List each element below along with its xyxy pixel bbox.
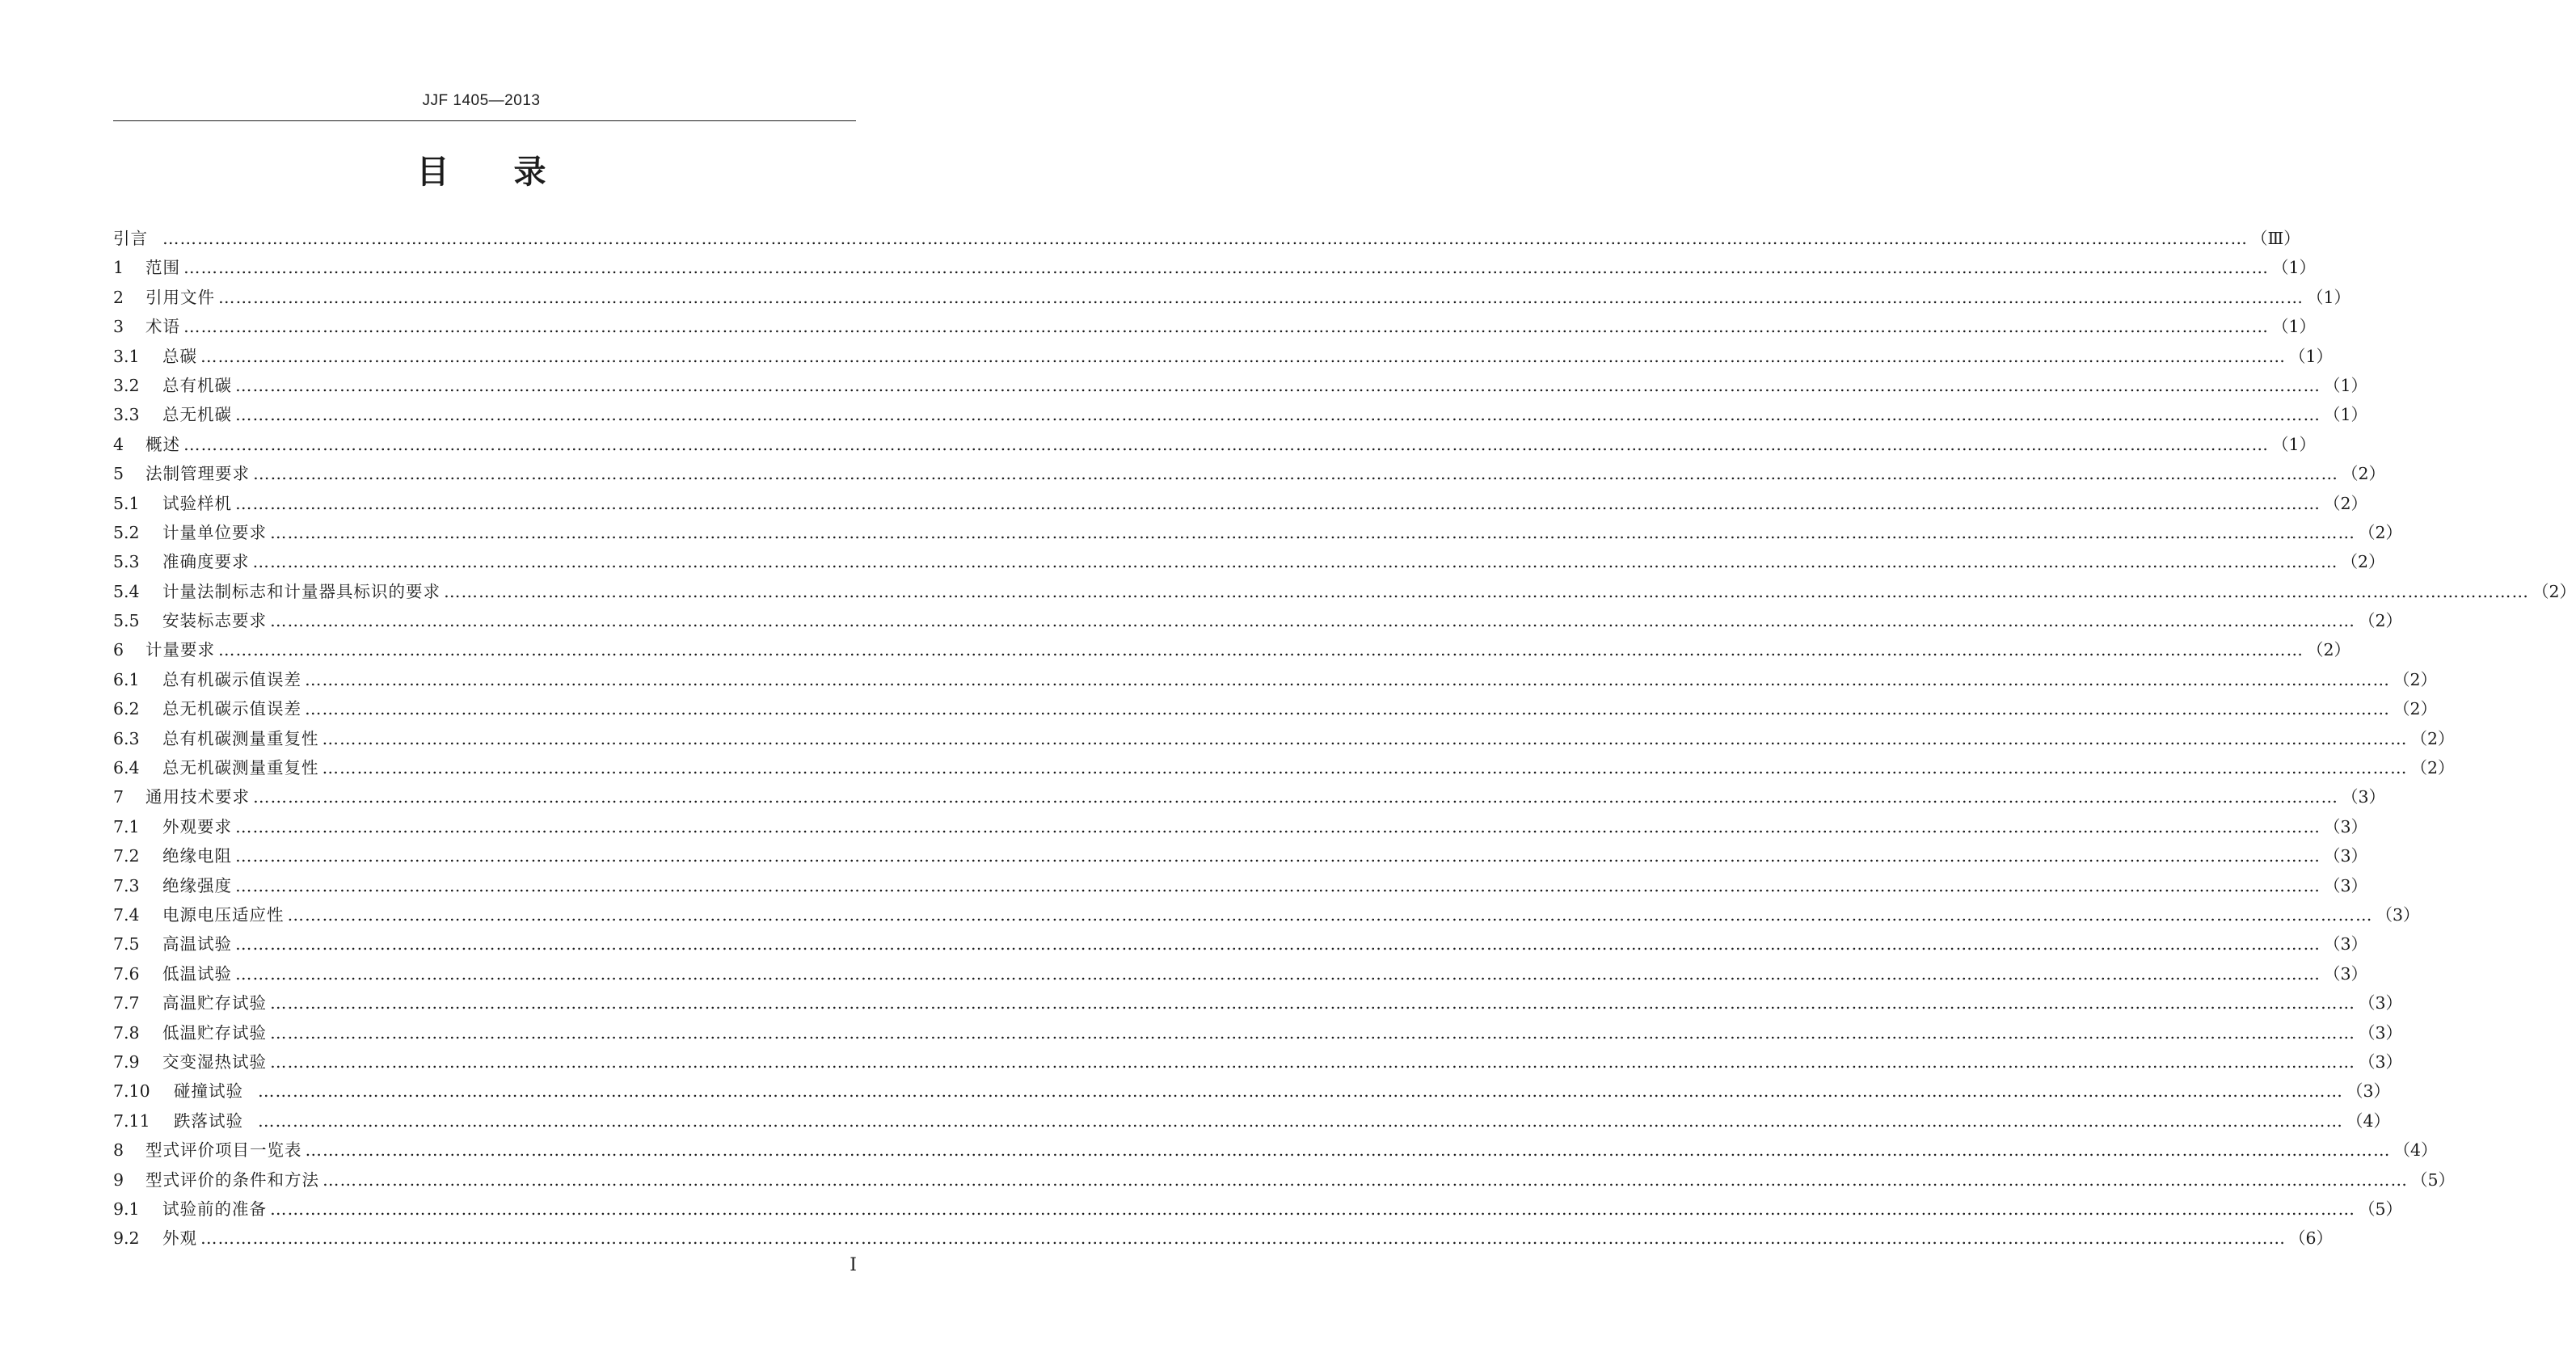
toc-dot-leader: ……………………………………………………………………………………………………………………………………………………………………………………………………………………………………………………………………………………………………………………………… (235, 816, 2321, 836)
toc-title: 外观要求 (162, 816, 232, 836)
toc-number: 9.1 (113, 1199, 140, 1219)
toc-number: 5.4 (113, 581, 140, 601)
toc-number: 7.1 (113, 816, 140, 836)
toc-entry[interactable] (113, 430, 2317, 459)
toc-number: 2 (113, 287, 124, 307)
toc-entry[interactable] (113, 577, 2576, 606)
toc-entry[interactable] (113, 518, 2403, 547)
toc-dot-leader: ……………………………………………………………………………………………………………………………………………………………………………………………………………………………………………………………………………………………………………………………… (183, 434, 2269, 454)
toc-dot-leader: ……………………………………………………………………………………………………………………………………………………………………………………………………………………………………………………………………………………………………………………………… (444, 581, 2529, 601)
toc-entry[interactable] (113, 283, 2351, 312)
toc-dot-leader: ……………………………………………………………………………………………………………………………………………………………………………………………………………………………………………………………………………………………………………………………… (270, 611, 2355, 631)
toc-title: 碰撞试验 (174, 1081, 243, 1102)
toc-page-number: （3） (2324, 934, 2368, 954)
toc-entry[interactable] (113, 1018, 2403, 1047)
toc-entry[interactable] (113, 635, 2351, 664)
page-title: 目 录 (416, 154, 546, 191)
toc-entry[interactable] (113, 900, 2420, 929)
toc-entry[interactable] (113, 782, 2386, 811)
toc-title: 概述 (145, 434, 180, 454)
toc-page-number: （3） (2359, 993, 2403, 1013)
toc-page-number: （2） (2393, 699, 2438, 719)
toc-title: 范围 (145, 258, 180, 278)
toc-number: 3 (113, 317, 124, 337)
toc-title: 法制管理要求 (145, 464, 250, 484)
toc-page-number: （5） (2359, 1199, 2403, 1219)
toc-entry[interactable] (113, 724, 2455, 753)
toc-title: 术语 (145, 317, 180, 337)
toc-title: 计量法制标志和计量器具标识的要求 (162, 581, 441, 601)
toc-dot-leader: ……………………………………………………………………………………………………………………………………………………………………………………………………………………………………………………………………………………………………………………………… (200, 346, 2286, 366)
toc-dot-leader: ……………………………………………………………………………………………………………………………………………………………………………………………………………………………………………………………………………………………………………………………… (253, 787, 2338, 807)
toc-dot-leader: ……………………………………………………………………………………………………………………………………………………………………………………………………………………………………………………………………………………………………………………………… (305, 699, 2390, 719)
toc-number: 8 (113, 1140, 124, 1161)
toc-page-number: （2） (2324, 493, 2368, 513)
toc-entry[interactable] (113, 606, 2403, 635)
header-rule (113, 120, 856, 121)
toc-entry[interactable] (113, 841, 2368, 870)
toc-title: 总无机碳测量重复性 (162, 758, 319, 778)
toc-title: 电源电压适应性 (162, 904, 285, 925)
toc-dot-leader: ……………………………………………………………………………………………………………………………………………………………………………………………………………………………………………………………………………………………………………………………… (235, 934, 2321, 954)
toc-dot-leader: ……………………………………………………………………………………………………………………………………………………………………………………………………………………………………………………………………………………………………………………………… (218, 287, 2304, 307)
toc-title: 总无机碳 (162, 405, 232, 425)
toc-number: 7.6 (113, 963, 140, 984)
toc-title: 安装标志要求 (162, 611, 267, 631)
toc-page-number: （3） (2324, 963, 2368, 984)
toc-page-number: （Ⅲ） (2251, 229, 2300, 248)
toc-page-number: （3） (2359, 1022, 2403, 1043)
toc-title: 总无机碳示值误差 (162, 699, 301, 719)
toc-dot-leader: ……………………………………………………………………………………………………………………………………………………………………………………………………………………………………………………………………………………………………………………………… (305, 1140, 2391, 1161)
toc-page-number: （2） (2410, 758, 2455, 778)
toc-number: 7.8 (113, 1022, 140, 1043)
toc-entry[interactable] (113, 342, 2334, 371)
toc-page-number: （3） (2324, 846, 2368, 866)
toc-number: 1 (113, 258, 124, 278)
toc-number: 3.2 (113, 375, 140, 395)
toc-dot-leader: ……………………………………………………………………………………………………………………………………………………………………………………………………………………………………………………………………………………………………………………………… (235, 963, 2321, 984)
toc-title: 计量要求 (145, 640, 215, 660)
toc-number: 7 (113, 787, 124, 807)
toc-number: 6.3 (113, 728, 140, 748)
toc-entry[interactable] (113, 1077, 2391, 1106)
toc-title: 高温试验 (162, 934, 232, 954)
toc-page-number: （1） (2272, 258, 2317, 278)
toc-number: 7.10 (113, 1081, 150, 1102)
toc-page-number: （3） (2359, 1051, 2403, 1072)
toc-entry-foreword[interactable] (113, 224, 2300, 253)
toc-page-number: （1） (2324, 375, 2368, 395)
toc-page-number: （5） (2411, 1169, 2456, 1190)
toc-title: 低温贮存试验 (162, 1022, 267, 1043)
toc-title: 引言 (113, 229, 148, 248)
toc-number: 3.3 (113, 405, 140, 425)
toc-dot-leader: ……………………………………………………………………………………………………………………………………………………………………………………………………………………………………………………………………………………………………………………………… (270, 1199, 2355, 1219)
toc-title: 总有机碳示值误差 (162, 669, 301, 689)
toc-page-number: （1） (2272, 434, 2317, 454)
toc-entry[interactable] (113, 459, 2386, 488)
toc-number: 5 (113, 464, 124, 484)
toc-number: 5.3 (113, 552, 140, 572)
toc-title: 总有机碳 (162, 375, 232, 395)
toc-number: 5.5 (113, 611, 140, 631)
toc-entry[interactable] (113, 988, 2403, 1018)
toc-page-number: （1） (2272, 317, 2317, 337)
toc-page-number: （2） (2341, 552, 2385, 572)
toc-entry[interactable] (113, 1106, 2391, 1136)
toc-title: 低温试验 (162, 963, 232, 984)
toc-number: 7.5 (113, 934, 140, 954)
toc-number: 6 (113, 640, 124, 660)
toc-number: 7.9 (113, 1051, 140, 1072)
toc-dot-leader: ……………………………………………………………………………………………………………………………………………………………………………………………………………………………………………………………………………………………………………………………… (287, 904, 2373, 925)
toc-entry[interactable] (113, 312, 2317, 341)
toc-entry[interactable] (113, 489, 2368, 518)
toc-dot-leader: ……………………………………………………………………………………………………………………………………………………………………………………………………………………………………………………………………………………………………………………………… (322, 758, 2408, 778)
toc-page-number: （3） (2342, 787, 2386, 807)
toc-page-number: （2） (2359, 522, 2403, 542)
toc-page-number: （2） (2359, 611, 2403, 631)
toc-dot-leader: ……………………………………………………………………………………………………………………………………………………………………………………………………………………………………………………………………………………………………………………………… (253, 464, 2338, 484)
toc-entry[interactable] (113, 665, 2438, 694)
toc-dot-leader: ……………………………………………………………………………………………………………………………………………………………………………………………………………………………………………………………………………………………………………………………… (200, 1228, 2286, 1249)
toc-dot-leader: ……………………………………………………………………………………………………………………………………………………………………………………………………………………………………………………………………………………………………………………………… (235, 405, 2321, 425)
toc-number: 6.2 (113, 699, 140, 719)
toc-entry[interactable] (113, 1195, 2403, 1224)
toc-title: 总碳 (162, 346, 197, 366)
toc-dot-leader: ……………………………………………………………………………………………………………………………………………………………………………………………………………………………………………………………………………………………………………………………… (270, 993, 2355, 1013)
toc-dot-leader: ……………………………………………………………………………………………………………………………………………………………………………………………………………………………………………………………………………………………………………………………… (235, 846, 2321, 866)
standard-number-header: JJF 1405—2013 (422, 92, 541, 109)
toc-page-number: （2） (2532, 581, 2576, 601)
toc-entry[interactable] (113, 1165, 2456, 1195)
toc-number: 6.1 (113, 669, 140, 689)
toc-number: 4 (113, 434, 124, 454)
toc-entry[interactable] (113, 812, 2368, 841)
toc-title: 跌落试验 (174, 1110, 243, 1131)
toc-dot-leader: ……………………………………………………………………………………………………………………………………………………………………………………………………………………………………………………………………………………………………………………………… (270, 1051, 2355, 1072)
toc-page-number: （3） (2376, 904, 2420, 925)
toc-dot-leader: ……………………………………………………………………………………………………………………………………………………………………………………………………………………………………………………………………………………………………………………………… (218, 640, 2304, 660)
toc-dot-leader: ……………………………………………………………………………………………………………………………………………………………………………………………………………………………………………………………………………………………………………………………… (270, 1022, 2355, 1043)
toc-entry[interactable] (113, 400, 2368, 429)
toc-entry[interactable] (113, 371, 2368, 400)
toc-title: 交变湿热试验 (162, 1051, 267, 1072)
toc-number: 9.2 (113, 1228, 140, 1249)
toc-dot-leader: ……………………………………………………………………………………………………………………………………………………………………………………………………………………………………………………………………………………………………………………………… (183, 258, 2269, 278)
toc-number: 7.4 (113, 904, 140, 925)
toc-dot-leader: ……………………………………………………………………………………………………………………………………………………………………………………………………………………………………………………………………………………………………………………………… (235, 493, 2321, 513)
toc-title: 型式评价项目一览表 (145, 1140, 302, 1161)
toc-page-number: （4） (2346, 1110, 2391, 1131)
toc-page-number: （6） (2289, 1228, 2334, 1249)
toc-page-number: （2） (2410, 728, 2455, 748)
toc-page-number: （3） (2346, 1081, 2391, 1102)
toc-number: 7.7 (113, 993, 140, 1013)
toc-dot-leader: ……………………………………………………………………………………………………………………………………………………………………………………………………………………………………………………………………………………………………………………………… (258, 1110, 2343, 1131)
toc-page-number: （1） (2289, 346, 2334, 366)
toc-title: 引用文件 (145, 287, 215, 307)
toc-page-number: （1） (2307, 287, 2351, 307)
toc-page-number: （3） (2324, 875, 2368, 895)
toc-entry[interactable] (113, 1136, 2438, 1165)
toc-title: 外观 (162, 1228, 197, 1249)
toc-entry[interactable] (113, 1047, 2403, 1077)
toc-page-number: （1） (2324, 405, 2368, 425)
toc-entry[interactable] (113, 753, 2455, 782)
toc-title: 绝缘电阻 (162, 846, 232, 866)
toc-title: 计量单位要求 (162, 522, 267, 542)
toc-dot-leader: ……………………………………………………………………………………………………………………………………………………………………………………………………………………………………………………………………………………………………………………………… (305, 669, 2390, 689)
toc-page-number: （2） (2393, 669, 2438, 689)
toc-entry[interactable] (113, 959, 2368, 988)
toc-number: 9 (113, 1169, 124, 1190)
toc-entry[interactable] (113, 1224, 2334, 1253)
toc-number: 5.1 (113, 493, 140, 513)
toc-page-number: （2） (2307, 640, 2351, 660)
toc-title: 高温贮存试验 (162, 993, 267, 1013)
toc-page-number: （3） (2324, 816, 2368, 836)
toc-entry[interactable] (113, 871, 2368, 900)
toc-dot-leader: ……………………………………………………………………………………………………………………………………………………………………………………………………………………………………………………………………………………………………………………………… (323, 1169, 2408, 1190)
toc-number: 3.1 (113, 346, 140, 366)
toc-number: 7.11 (113, 1110, 150, 1131)
toc-title: 试验前的准备 (162, 1199, 267, 1219)
toc-number: 6.4 (113, 758, 140, 778)
toc-number: 7.2 (113, 846, 140, 866)
page-folio: Ⅰ (850, 1255, 857, 1275)
toc-dot-leader: ……………………………………………………………………………………………………………………………………………………………………………………………………………………………………………………………………………………………………………………………… (235, 375, 2321, 395)
toc-dot-leader: ……………………………………………………………………………………………………………………………………………………………………………………………………………………………………………………………………………………………………………………………… (162, 229, 2248, 248)
toc-entry[interactable] (113, 929, 2368, 959)
toc-dot-leader: ……………………………………………………………………………………………………………………………………………………………………………………………………………………………………………………………………………………………………………………………… (183, 317, 2269, 337)
toc-dot-leader: ……………………………………………………………………………………………………………………………………………………………………………………………………………………………………………………………………………………………………………………………… (270, 522, 2355, 542)
toc-entry[interactable] (113, 547, 2385, 576)
toc-entry[interactable] (113, 253, 2317, 282)
toc-page-number: （2） (2342, 464, 2386, 484)
toc-page-number: （4） (2393, 1140, 2438, 1161)
toc-number: 5.2 (113, 522, 140, 542)
toc-title: 绝缘强度 (162, 875, 232, 895)
toc-dot-leader: ……………………………………………………………………………………………………………………………………………………………………………………………………………………………………………………………………………………………………………………………… (235, 875, 2321, 895)
toc-dot-leader: ……………………………………………………………………………………………………………………………………………………………………………………………………………………………………………………………………………………………………………………………… (252, 552, 2338, 572)
toc-title: 通用技术要求 (145, 787, 250, 807)
toc-dot-leader: ……………………………………………………………………………………………………………………………………………………………………………………………………………………………………………………………………………………………………………………………… (322, 728, 2408, 748)
toc-title: 试验样机 (162, 493, 232, 513)
toc-dot-leader: ……………………………………………………………………………………………………………………………………………………………………………………………………………………………………………………………………………………………………………………………… (258, 1081, 2343, 1102)
toc-title: 型式评价的条件和方法 (145, 1169, 319, 1190)
toc-number: 7.3 (113, 875, 140, 895)
table-of-contents (113, 224, 2576, 1254)
toc-title: 准确度要求 (162, 552, 250, 572)
toc-entry[interactable] (113, 694, 2438, 723)
toc-title: 总有机碳测量重复性 (162, 728, 319, 748)
